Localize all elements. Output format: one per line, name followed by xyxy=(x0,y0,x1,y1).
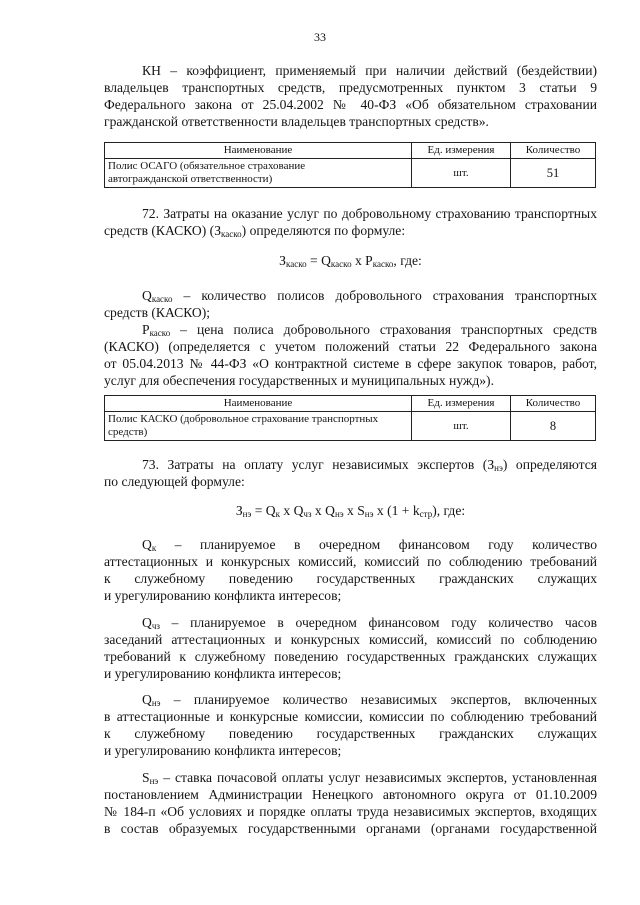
kn-line: Федерального закона от 25.04.2002 № 40-ФЗ «Об обязательном страховании xyxy=(104,97,597,112)
formula-72: $З_{каско} = Q_{каско}$ x $P_{каско}$, где: xyxy=(279,253,422,269)
cell-name: Полис ОСАГО (обязательное страхование автогражданской ответственности) xyxy=(105,159,412,188)
p-kasko-definition: $Р_{каско}$ – цена полиса добровольного страхования транспортных средств (КАСКО) (определяется с учетом положений статьи 22 Федерального закона от 05.04.2013 № 44-ФЗ «О контрактной системе в сфере закупок товаров, работ, услуг для обеспечения государственных и муниципальных нужд»). xyxy=(104,322,597,388)
header-unit: Ед. измерения xyxy=(412,396,511,412)
qne-definition: $Q_{нэ}$ – планируемое количество независимых экспертов, включенных в аттестационные и конкурсные комиссии, комиссии по соблюдению требований к служебному поведению государственных гражданских служащих и урегулированию конфликта интересов; xyxy=(104,692,597,758)
qchz-definition: $Q_{чз}$ – планируемое в очередном финансовом году количество часов заседаний аттестационных и конкурсных комиссий, комиссий по соблюдению требований к служебному поведению государственных гражданских служащих и урегулированию конфликта интересов; xyxy=(104,615,597,681)
formula-73: $З_{нэ} = Q_к$ x $Q_{чз}$ x $Q_{нэ}$ x $S_{нэ}$ x $(1 + k_{стр})$, где: xyxy=(235,503,466,519)
page-number: 33 xyxy=(314,30,326,44)
paragraph-73: 73. Затраты на оплату услуг независимых экспертов $(З_{нэ})$ определяются по следующей формуле: xyxy=(104,457,597,489)
header-qty: Количество xyxy=(511,143,596,159)
header-unit: Ед. измерения xyxy=(412,143,511,159)
osago-table xyxy=(104,142,596,188)
sne-definition: $S_{нэ}$ – ставка почасовой оплаты услуг независимых экспертов, установленная постановлением Администрации Ненецкого автономного округа от 01.10.2009 № 184-п «Об условиях и порядке оплаты труда независимых экспертов, входящих в состав образуемых государственными органами (органами государственной xyxy=(104,770,597,836)
table-row xyxy=(105,412,596,441)
q-kasko-definition: $Q_{каско}$ – количество полисов добровольного страхования транспортных средств (КАСКО); xyxy=(104,288,597,320)
cell-unit: шт. xyxy=(412,159,511,188)
header-name: Наименование xyxy=(105,396,412,412)
kn-line: КН – коэффициент, применяемый при наличии действий (бездействии) xyxy=(142,63,597,78)
paragraph-72: 72. Затраты на оказание услуг по добровольному страхованию транспортных средств (КАСКО) $(З_{каско})$ определяются по формуле: xyxy=(104,206,597,239)
table-header-row xyxy=(105,396,596,412)
kn-paragraph xyxy=(104,62,597,130)
table-header-row xyxy=(105,143,596,159)
cell-unit: шт. xyxy=(412,412,511,441)
kasko-table xyxy=(104,395,596,441)
cell-qty: 51 xyxy=(511,159,596,188)
header-name: Наименование xyxy=(105,143,412,159)
kn-line: гражданской ответственности владельцев транспортных средств». xyxy=(104,114,489,129)
qk-definition: $Q_к$ – планируемое в очередном финансовом году количество аттестационных и конкурсных комиссий, комиссий по соблюдению требований к служебному поведению государственных гражданских служащих и урегулированию конфликта интересов; xyxy=(104,537,597,603)
kn-line: владельцев транспортных средств, предусмотренных пунктом 3 статьи 9 xyxy=(104,80,597,95)
table-row xyxy=(105,159,596,188)
cell-qty: 8 xyxy=(511,412,596,441)
cell-name: Полис КАСКО (добровольное страхование транспортных средств) xyxy=(105,412,412,441)
header-qty: Количество xyxy=(511,396,596,412)
